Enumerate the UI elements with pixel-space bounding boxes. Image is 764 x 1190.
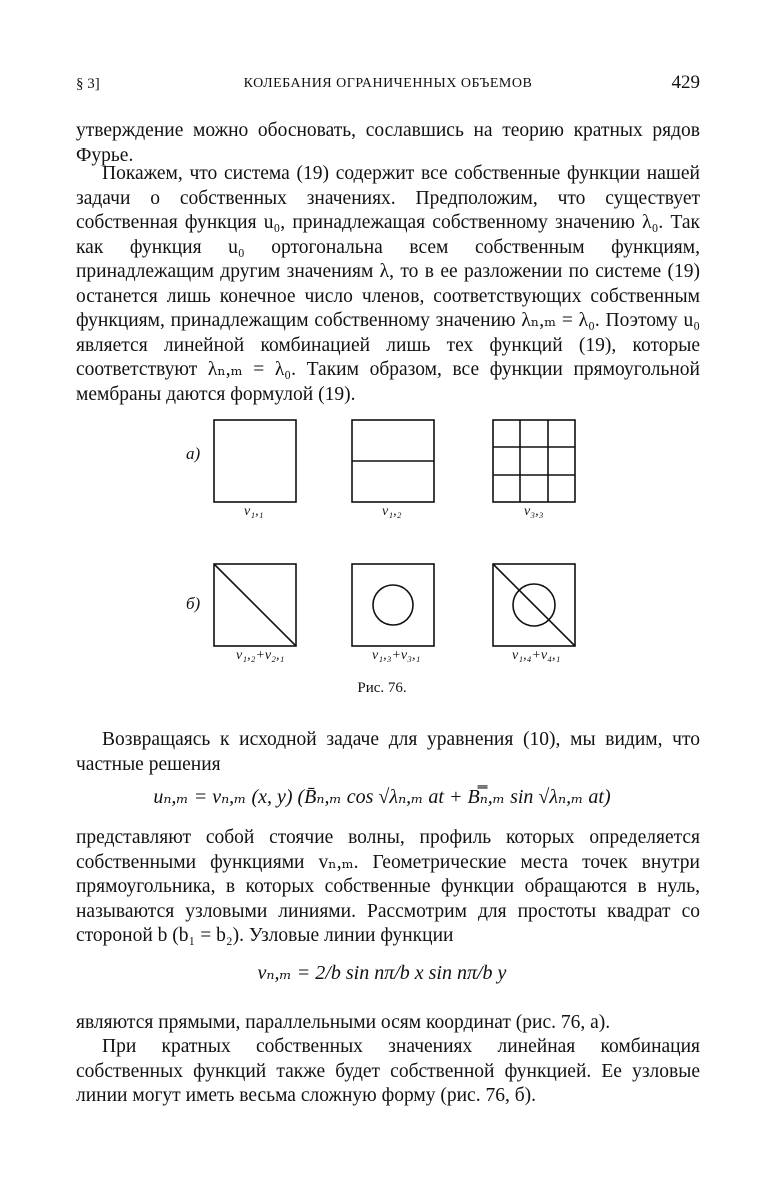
label-v33: v₃,₃: [524, 504, 544, 519]
paragraph-5: являются прямыми, параллельными осям координат (рис. 76, а).: [76, 1012, 611, 1033]
eigenfunction-equation: vₙ,ₘ = 2/b sin nπ/b x sin nπ/b y: [257, 962, 507, 984]
diagonal-nodal-line: [214, 564, 296, 646]
paragraph-1: утверждение можно обосновать, сославшись на теорию кратных рядов Фурье.: [76, 120, 700, 166]
running-header: [76, 72, 700, 98]
label-v12-v21: v₁,₂+v₂,₁: [236, 648, 285, 663]
paragraph-3: Возвращаясь к исходной задаче для уравнения (10), мы видим, что частные решения: [76, 729, 700, 775]
nodal-lines-diagram: [0, 412, 764, 682]
mode-3-3-square: [493, 420, 575, 502]
paragraph-2: Покажем, что система (19) содержит все собственные функции нашей задачи о собственных значениях. Предположим, что существует собственная функция u₀, принадлежащая собственному значению λ₀. Так как функция u₀ ортогональна всем собственным функциям, принадлежащим другим значениям λ, то в ее разложении по системе (19) останется лишь конечное число членов, соответствующих собственным функциям, принадлежащим собственному значению λₙ,ₘ = λ₀. Поэтому u₀ является линейной комбинацией лишь тех функций (19), которые соответствуют λₙ,ₘ = λ₀. Таким образом, все функции прямоугольной мембраны даются формулой (19).: [76, 163, 700, 405]
figure-caption: Рис. 76.: [357, 680, 407, 696]
label-v13-v31: v₁,₃+v₃,₁: [372, 648, 421, 663]
circular-nodal-line: [373, 585, 413, 625]
label-v11: v₁,₁: [244, 504, 264, 519]
mode-1-1-square: [214, 420, 296, 502]
page-number: 429: [671, 72, 700, 93]
paragraph-4: представляют собой стоячие волны, профиль которых определяется собственными функциями vₙ,ₘ. Геометрические места точек внутри прямоугольника, в которых собственные функции обращаются в нуль, называются узловыми линиями. Рассмотрим для простоты квадрат со стороной b (b₁ = b₂). Узловые линии функции: [76, 827, 700, 946]
label-v14-v41: v₁,₄+v₄,₁: [512, 648, 561, 663]
solution-equation: uₙ,ₘ = vₙ,ₘ (x, y) (B̄ₙ,ₘ cos √λₙ,ₘ at + B̿ₙ,ₘ sin √λₙ,ₘ at): [153, 786, 611, 808]
section-number: § 3]: [76, 76, 100, 92]
mode-13-31-square: [352, 564, 434, 646]
paragraph-6: При кратных собственных значениях линейная комбинация собственных функций также будет собственной функцией. Ее узловые линии могут иметь весьма сложную форму (рис. 76, б).: [76, 1036, 700, 1106]
figure-76: [0, 412, 764, 712]
running-title: КОЛЕБАНИЯ ОГРАНИЧЕННЫХ ОБЪЕМОВ: [243, 76, 533, 91]
label-v12: v₁,₂: [382, 504, 402, 519]
row-a-label: а): [186, 444, 201, 463]
row-b-label: б): [186, 594, 201, 613]
